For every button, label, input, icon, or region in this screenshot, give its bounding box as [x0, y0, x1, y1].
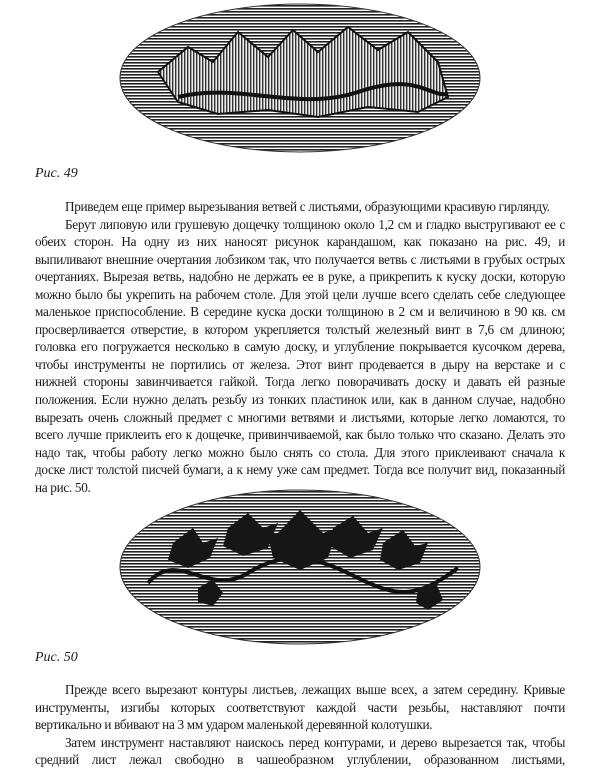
text-line: Затем инструмент наставляют наискось перед контурами, и дерево вырезается так, чтобы: [65, 734, 565, 750]
text-line: всего лучше приклеить его к дощечке, привинчиваемой, как было только что сказано. Делать это: [35, 427, 565, 443]
figure-50-caption: Рис. 50: [35, 650, 78, 665]
text-line: Приведем еще пример вырезывания ветвей с листьями, образующими красивую гирлянду.: [65, 199, 550, 214]
text-line: маленькое приспособление. В середине куска доски толщиною в 2 см и величиною в 90 кв. см: [35, 304, 565, 320]
text-line: положения. Если нужно делать резьбу из тонких пластинок или, как в данном случае, надобно: [35, 392, 565, 408]
text-line: обеих сторон. На одну из них наносят рисунок карандашом, как показано на рис. 49, и: [35, 234, 565, 250]
text-line: можно было бы укрепить на рабочем столе. Для этой цели лучше всего сделать себе следующее: [35, 286, 565, 302]
figure-49-caption: Рис. 49: [35, 166, 78, 181]
text-line: нижней стороны завинчивается гайкой. Тогда легко поворачивать доску и давать ей разные: [35, 374, 565, 390]
text-line: инструменты, изгибы которых соответствуют каждой части резьбы, наставляют почти: [35, 699, 565, 715]
body-text-block-1: [35, 198, 565, 496]
figure-50-ivy-garland-illustration: [118, 488, 482, 646]
text-line: Берут липовую или грушевую дощечку толщиною около 1,2 см и гладко выстругивают ее с: [65, 216, 565, 232]
text-line: чтобы инструменты не портились от железа. Этот винт продевается в дыру на верстаке и с: [35, 356, 565, 372]
text-line: выпиливают внешние очертания лобзиком так, что получается ветвь с листьями в грубых острых: [35, 251, 565, 267]
text-line: доске лист толстой писчей бумаги, а к нему уже сам предмет. Тогда все получит вид, показанный: [35, 462, 565, 478]
text-line: на рис. 50.: [35, 479, 91, 495]
text-line: головка его погружается несколько в самую доску, и углубление покрывается кусочком дерева,: [35, 339, 565, 355]
text-line: просверливается отверстие, в котором укрепляется толстый железный винт в 7,6 см длиною;: [35, 321, 565, 337]
figure-49-carved-branch-illustration: [118, 2, 482, 154]
text-line: вертикально и вбивают на 3 мм ударом маленькой деревянной колотушки.: [35, 717, 433, 733]
body-text-block-2: [35, 681, 565, 769]
text-line: Прежде всего вырезают контуры листьев, лежащих выше всех, а затем середину. Кривые: [65, 682, 565, 697]
text-line: надо так, чтобы работу легко можно было снять со стола. Для этого приклеивают сначала к: [35, 444, 565, 460]
text-line: очертаниях. Вырезая ветвь, надобно не держать ее в руке, а прикрепить к куску доски, которую: [35, 269, 565, 285]
text-line: средний лист лежал свободно в чашеобразном углублении, образованном листьями,: [35, 752, 565, 768]
text-line: вырезать очень сложный предмет с многими ветвями и листьями, которые легко ломаются, то: [35, 409, 565, 425]
